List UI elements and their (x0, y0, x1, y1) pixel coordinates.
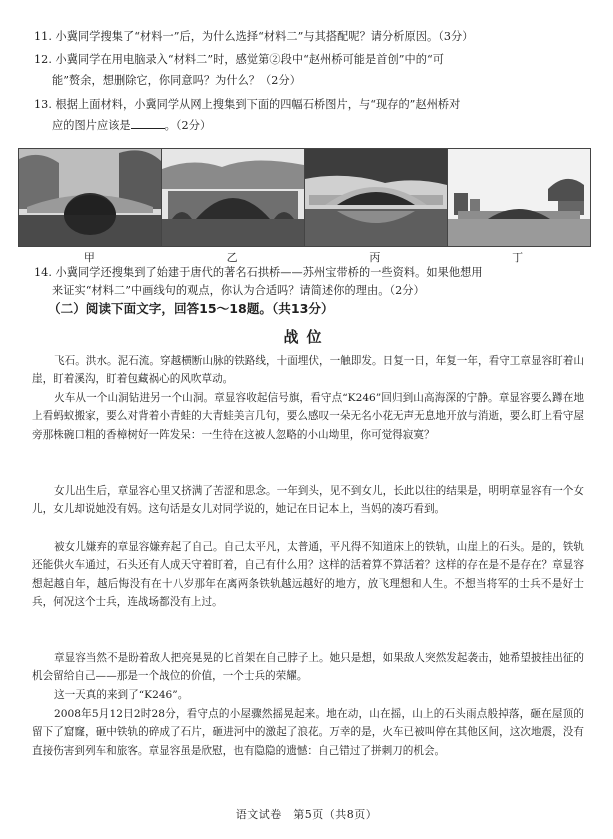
article-paragraph-1: 飞石。洪水。泥石流。穿越横断山脉的铁路线，十面埋伏，一触即发。日复一日，年复一年，看守工章显容盯着山崖，盯着溪沟，盯着包藏祸心的风吹草动。 (32, 355, 584, 386)
photo-captions (18, 249, 589, 265)
question-12-line-1: 12. 小冀同学在用电脑录入“材料二”时，感觉第②段中“赵州桥可能是首创”中的“可 (34, 53, 444, 66)
article-paragraph-4: 被女儿嫌弃的章显容嫌弃起了自己。自己太平凡，太普通，平凡得不知道床上的铁轨，山崖上的石头。是的，铁轨还能供火车通过，石头还有人成天守着盯着，自己有什么用？这样的活着算不算活着？这样的存在是不是存在？章显容想起越自年，越后悔没有在十八岁那年在离两条铁轨越远越好的地方，放飞理想和人生。不想当将军的士兵不是好士兵，何况这个士兵，连战场都没有上过。 (32, 541, 584, 609)
question-12-line-2: 能”赘余，想删除它，你同意吗？为什么？（2分） (52, 74, 301, 87)
article-title: 战位 (283, 328, 330, 346)
question-14-line-1: 14. 小冀同学还搜集到了始建于唐代的著名石拱桥——苏州宝带桥的一些资料。如果他想用 (34, 266, 483, 279)
question-13-line-1: 13. 根据上面材料，小冀同学从网上搜集到下面的四幅石桥图片，与“现存的”赵州桥对 (34, 98, 461, 111)
question-13-line-2 (52, 117, 211, 134)
question-14-line-2: 来证实“材料二”中画线句的观点，你认为合适吗？请简述你的理由。（2分） (52, 284, 425, 297)
caption-yi: 乙 (226, 251, 238, 264)
article-paragraph-5: 章显容当然不是盼着敌人把亮晃晃的匕首架在自己脖子上。她只是想，如果敌人突然发起袭击，她希望披挂出征的机会留给自己——那是一个战位的价值，一个士兵的荣耀。 (32, 652, 584, 683)
article-paragraph-7: 2008年5月12日2时28分，看守点的小屋骤然摇晃起来。地在动，山在摇，山上的石头雨点般掉落，砸在屋顶的留下了窟窿，砸中铁轨的碎成了石片，砸进河中的激起了浪花。万幸的是，火车已被叫停在其他区间，这次地震，没有直接伤害到列车和旅客。章显容虽是欣慰，也有隐隐的遗憾：自己错过了拼刺刀的机会。 (32, 708, 584, 757)
question-13-text-a: 应的图片应该是 (52, 119, 131, 132)
caption-bing: 丙 (369, 251, 381, 264)
bridge-photo-jia (19, 149, 162, 246)
question-11: 11. 小冀同学搜集了“材料一”后，为什么选择“材料二”与其搭配呢？请分析原因。（3分） (34, 30, 474, 43)
bridge-photo-strip (18, 148, 591, 247)
article-paragraph-2: 火车从一个山洞钻进另一个山洞。章显容收起信号旗，看守点“K246”回归到山高海深的宁静。章显容要么蹲在地上看蚂蚁搬家，要么对背着小青蛙的大青蛙美言几句，要么感叹一朵无名小花无声无息地开放与消逝，要么盯上看守屋旁那株碗口粗的香樟树好一阵发呆：一生待在这被人忽略的小山坳里，你可觉得寂寞？ (32, 392, 584, 441)
bridge-photo-yi (162, 149, 305, 246)
article-paragraph-3: 女儿出生后，章显容心里又挤满了苦涩和思念。一年到头，见不到女儿，长此以往的结果是，明明章显容有一个女儿，女儿却说她没有妈。这句话是女儿对同学说的，她记在日记本上，当妈的凑巧看到。 (32, 485, 584, 516)
caption-ding: 丁 (512, 251, 524, 264)
section-heading: （二）阅读下面文字，回答15～18题。（共13分） (48, 301, 334, 316)
answer-blank (131, 117, 165, 129)
caption-jia: 甲 (83, 251, 95, 264)
bridge-photo-bing (305, 149, 448, 246)
question-13-text-b: 。（2分） (164, 119, 212, 132)
article-paragraph-6: 这一天真的来到了“K246”。 (54, 689, 189, 701)
page-footer: 语文试卷 第5页（共8页） (235, 808, 378, 821)
bridge-photo-ding (448, 149, 590, 246)
